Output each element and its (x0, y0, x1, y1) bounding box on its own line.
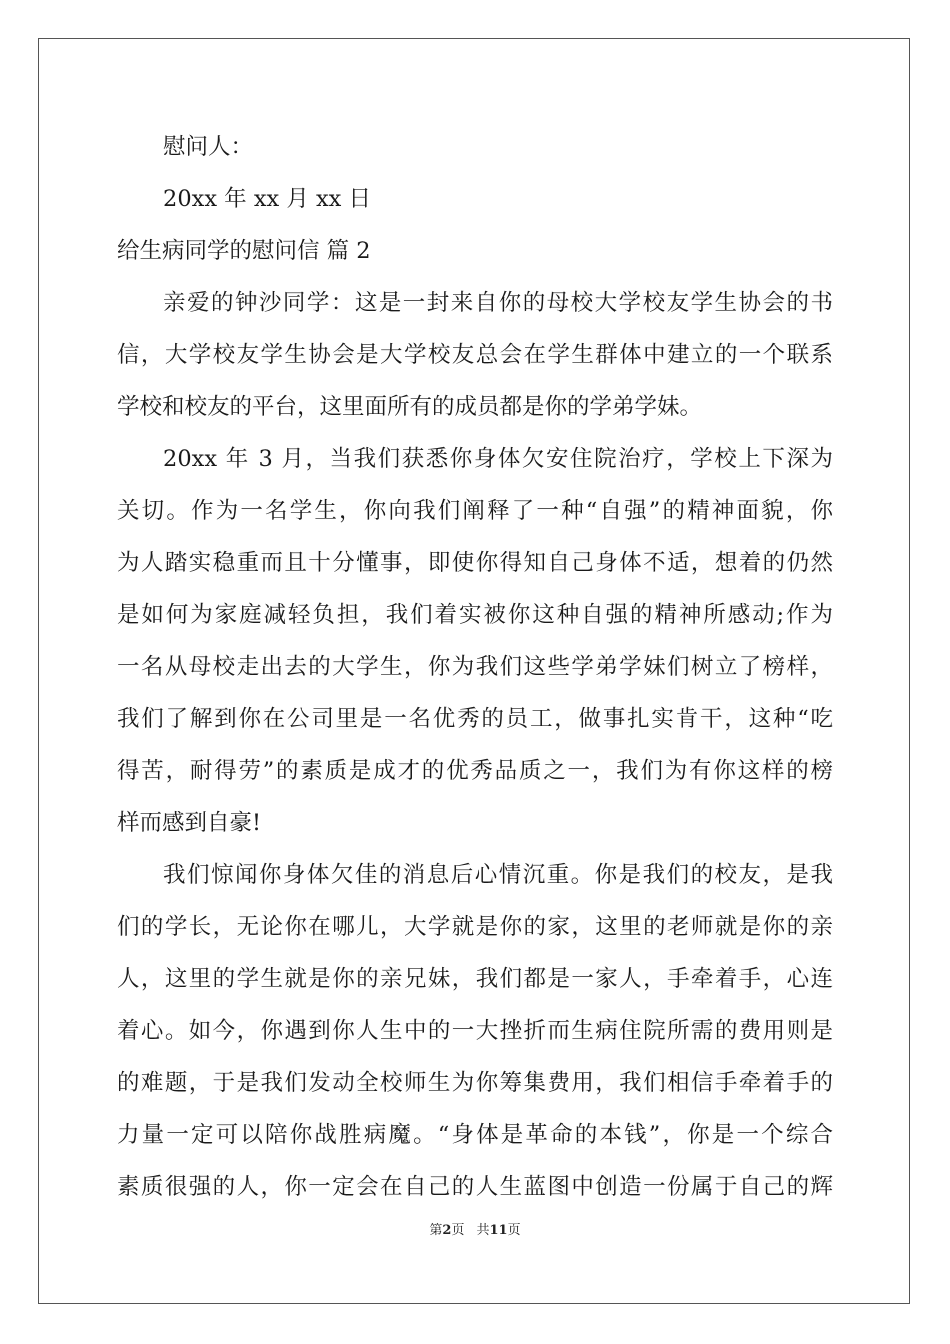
page-total: 11 (489, 1223, 508, 1238)
paragraph-line: 亲爱的钟沙同学：这是一封来自你的母校大学校友学生协会的书 (163, 290, 833, 316)
paragraph-line: 的难题，于是我们发动全校师生为你筹集费用，我们相信手牵着手的 (117, 1070, 833, 1096)
paragraph-line: 是如何为家庭减轻负担，我们着实被你这种自强的精神所感动;作为 (117, 602, 833, 628)
page-current: 2 (442, 1223, 452, 1238)
paragraph-line: 一名从母校走出去的大学生，你为我们这些学弟学妹们树立了榜样， (117, 654, 833, 680)
paragraph-line: 信，大学校友学生协会是大学校友总会在学生群体中建立的一个联系 (117, 342, 833, 368)
paragraph-line: 样而感到自豪! (117, 810, 262, 836)
page-footer (0, 1219, 950, 1238)
date-line: 20xx 年 xx 月 xx 日 (163, 186, 372, 212)
total-prefix: 共 (476, 1223, 490, 1238)
paragraph-line: 20xx 年 3 月，当我们获悉你身体欠安住院治疗，学校上下深为 (163, 446, 833, 472)
paragraph-line: 力量一定可以陪你战胜病魔。“身体是革命的本钱”，你是一个综合 (117, 1122, 833, 1148)
document-body (117, 128, 833, 1220)
page-prefix: 第 (429, 1223, 443, 1238)
paragraph-line: 学校和校友的平台，这里面所有的成员都是你的学弟学妹。 (117, 394, 703, 420)
signature-label: 慰问人： (163, 134, 254, 160)
section-title: 给生病同学的慰问信 篇 2 (117, 238, 371, 264)
paragraph-line: 素质很强的人，你一定会在自己的人生蓝图中创造一份属于自己的辉 (117, 1174, 833, 1200)
paragraph-line: 得苦，耐得劳”的素质是成才的优秀品质之一，我们为有你这样的榜 (117, 758, 833, 784)
paragraph-line: 我们惊闻你身体欠佳的消息后心情沉重。你是我们的校友，是我 (163, 862, 833, 888)
paragraph-line: 我们了解到你在公司里是一名优秀的员工，做事扎实肯干，这种“吃 (117, 706, 833, 732)
paragraph-line: 为人踏实稳重而且十分懂事，即使你得知自己身体不适，想着的仍然 (117, 550, 833, 576)
paragraph-line: 着心。如今，你遇到你人生中的一大挫折而生病住院所需的费用则是 (117, 1018, 833, 1044)
paragraph-line: 关切。作为一名学生，你向我们阐释了一种“自强”的精神面貌，你 (117, 498, 833, 524)
total-unit: 页 (507, 1223, 521, 1238)
paragraph-line: 人，这里的学生就是你的亲兄妹，我们都是一家人，手牵着手，心连 (117, 966, 833, 992)
page-unit: 页 (451, 1223, 465, 1238)
paragraph-line: 们的学长，无论你在哪儿，大学就是你的家，这里的老师就是你的亲 (117, 914, 833, 940)
